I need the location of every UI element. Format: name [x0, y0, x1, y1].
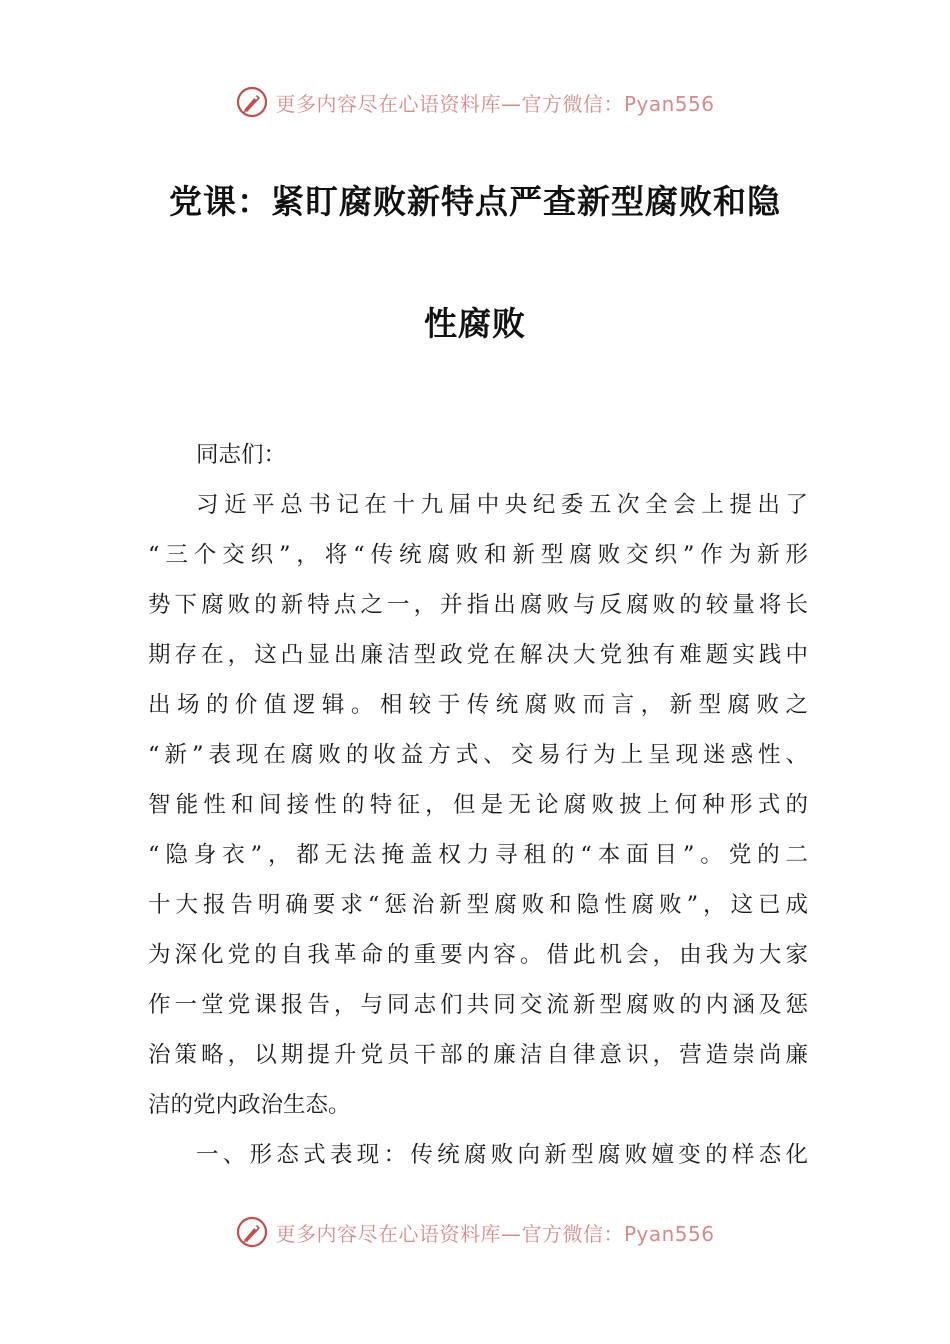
- footer-watermark-banner: [0, 1212, 950, 1252]
- body-line: 治策略，以期提升党员干部的廉洁自律意识，营造崇尚廉: [148, 1042, 808, 1068]
- body-line: 势下腐败的新特点之一，并指出腐败与反腐败的较量将长: [148, 592, 808, 618]
- body-line: 出场的价值逻辑。相较于传统腐败而言，新型腐败之: [148, 692, 808, 718]
- body-line: 期存在，这凸显出廉洁型政党在解决大党独有难题实践中: [148, 642, 808, 668]
- body-line: 洁的党内政治生态。: [148, 1092, 351, 1118]
- body-line: “隐身衣”，都无法掩盖权力寻租的“本面目”。党的二: [148, 842, 808, 868]
- salutation: 同志们：: [196, 442, 287, 468]
- body-line: 为深化党的自我革命的重要内容。借此机会，由我为大家: [148, 942, 808, 968]
- body-line: 智能性和间接性的特征，但是无论腐败披上何种形式的: [148, 792, 808, 818]
- document-body: [148, 430, 808, 1180]
- body-line: “新”表现在腐败的收益方式、交易行为上呈现迷惑性、: [148, 742, 808, 768]
- body-line: 习近平总书记在十九届中央纪委五次全会上提出了: [196, 492, 808, 518]
- header-watermark-banner: [0, 82, 950, 122]
- watermark-text: 更多内容尽在心语资料库—官方微信：Pyan556: [275, 1221, 715, 1246]
- document-title-line-1: 党课：紧盯腐败新特点严查新型腐败和隐: [169, 182, 781, 221]
- section-heading: 一、形态式表现：传统腐败向新型腐败嬗变的样态化: [196, 1142, 808, 1168]
- pen-nib-icon: [235, 85, 269, 119]
- body-line: 十大报告明确要求“惩治新型腐败和隐性腐败”，这已成: [148, 892, 808, 918]
- body-line: “三个交织”，将“传统腐败和新型腐败交织”作为新形: [148, 542, 808, 568]
- pen-nib-icon: [235, 1215, 269, 1249]
- watermark-text: 更多内容尽在心语资料库—官方微信：Pyan556: [275, 91, 715, 116]
- document-title-line-2: 性腐败: [424, 304, 526, 343]
- body-line: 作一堂党课报告，与同志们共同交流新型腐败的内涵及惩: [148, 992, 808, 1018]
